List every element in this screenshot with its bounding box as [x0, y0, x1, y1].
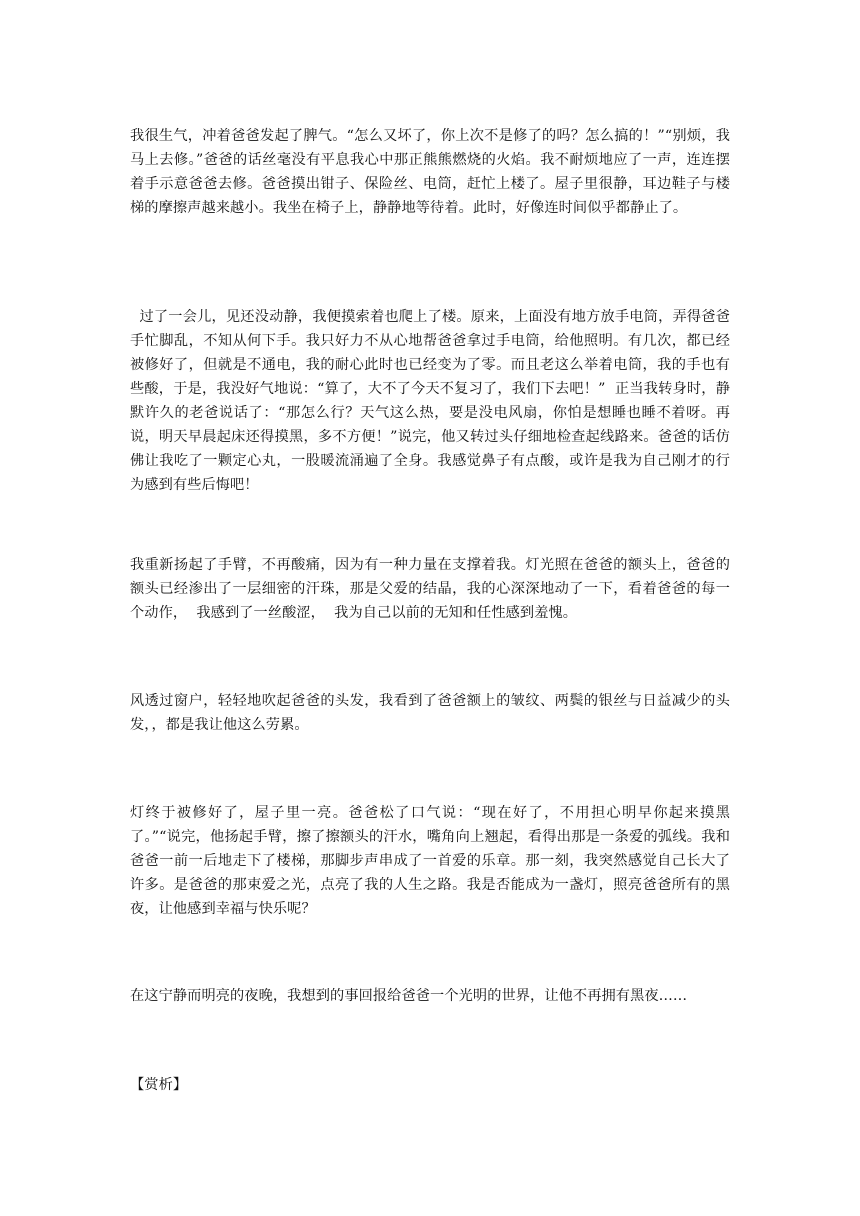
paragraph-climb-stairs: 过了一会儿，见还没动静，我便摸索着也爬上了楼。原来，上面没有地方放手电筒，弄得爸爸手忙脚乱，不知从何下手。我只好力不从心地帮爸爸拿过手电筒，给他照明。有几次，都已经被修好了，但就是不通电，我的耐心此时也已经变为了零。而且老这么举着电筒，我的手也有些酸，于是，我没好气地说：“算了，大不了今天不复习了，我们下去吧！” 正当我转身时，静默许久的老爸说话了：“那怎么行？天气这么热，要是没电风扇，你怕是想睡也睡不着呀。再说，明天早晨起床还得摸黑，多不方便！”说完，他又转过头仔细地检查起线路来。爸爸的话仿佛让我吃了一颗定心丸，一股暖流涌遍了全身。我感觉鼻子有点酸，或许是我为自己刚才的行为感到有些后悔吧！ [130, 309, 730, 493]
paragraph-light-fixed: 灯终于被修好了，屋子里一亮。爸爸松了口气说：“现在好了，不用担心明早你起来摸黑了。”“说完，他扬起手臂，擦了擦额头的汗水，嘴角向上翘起，看得出那是一条爱的弧线。我和爸爸一前一后地走下了楼梯，那脚步声串成了一首爱的乐章。那一刻，我突然感觉自己长大了许多。是爸爸的那束爱之光，点亮了我的人生之路。我是否能成为一盏灯，照亮爸爸所有的黑夜，让他感到幸福与快乐呢？ [130, 805, 730, 917]
paragraph-anger: 我很生气，冲着爸爸发起了脾气。“怎么又坏了，你上次不是修了的吗？怎么搞的！”“别烦，我马上去修。”爸爸的话丝毫没有平息我心中那正熊熊燃烧的火焰。我不耐烦地应了一声，连连摆着手示意爸爸去修。爸爸摸出钳子、保险丝、电筒，赶忙上楼了。屋子里很静，耳边鞋子与楼梯的摩擦声越来越小。我坐在椅子上，静静地等待着。此时，好像连时间似乎都静止了。 [130, 128, 730, 216]
section-heading-appreciation: 【赏析】 [130, 1077, 188, 1093]
paragraph-raise-arm: 我重新扬起了手臂，不再酸痛，因为有一种力量在支撑着我。灯光照在爸爸的额头上，爸爸的额头已经渗出了一层细密的汗珠，那是父爱的结晶，我的心深深地动了一下，看着爸爸的每一个动作， 我感到了一丝酸涩， 我为自己以前的无知和任性感到羞愧。 [130, 557, 730, 621]
paragraph-quiet-night: 在这宁静而明亮的夜晚，我想到的事回报给爸爸一个光明的世界，让他不再拥有黑夜…… [130, 988, 688, 1004]
paragraph-wind: 风透过窗户，轻轻地吹起爸爸的头发，我看到了爸爸额上的皱纹、两鬓的银丝与日益减少的头发，，都是我让他这么劳累。 [130, 693, 730, 733]
